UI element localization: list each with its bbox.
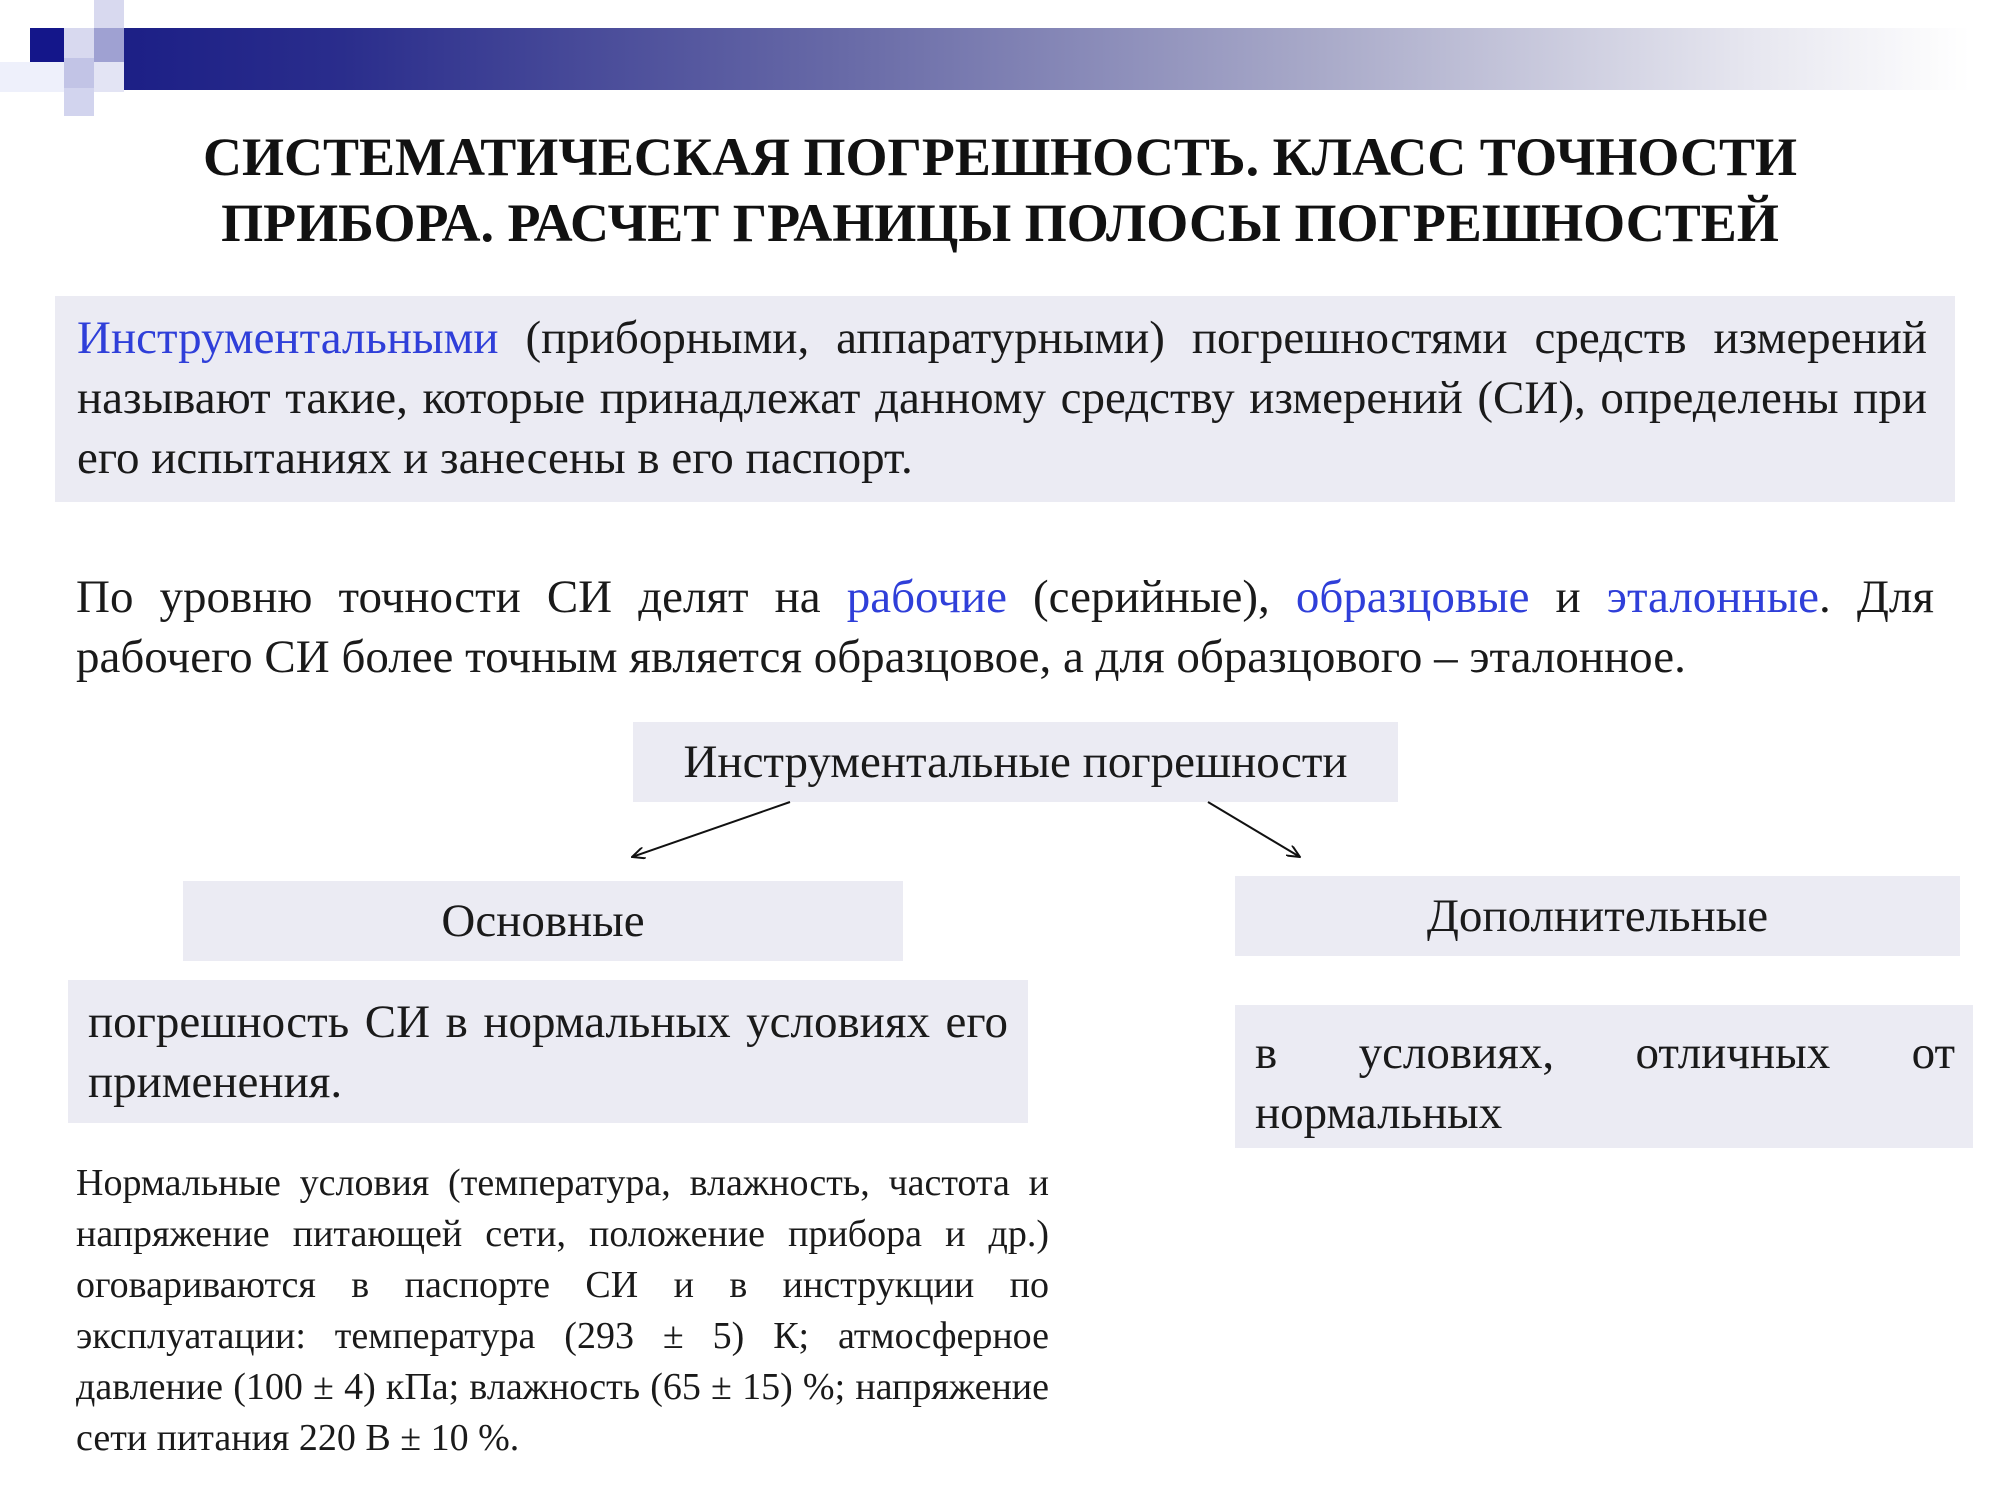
level-standard: эталонные: [1606, 571, 1820, 623]
accuracy-suffix: . Для рабочего СИ более точным является образцовое, а для образцового – эталонное.: [76, 571, 1934, 683]
additional-description-text: [1255, 1023, 1955, 1143]
arrow-to-left-node: [632, 802, 790, 857]
diagram-node-additional: [1235, 876, 1960, 956]
diagram-root-label: Инструментальные погрешности: [683, 736, 1348, 788]
additional-description-line-2: нормальных: [1255, 1087, 1503, 1139]
additional-description-box: [1235, 1005, 1973, 1148]
basic-description-box: [68, 980, 1028, 1123]
title-line-1: СИСТЕМАТИЧЕСКАЯ ПОГРЕШНОСТЬ. КЛАСС ТОЧНОСТИ: [202, 127, 1798, 187]
definition-term: Инструментальными: [77, 312, 499, 364]
accuracy-between-2: и: [1529, 571, 1607, 623]
diagram-node-basic-label: Основные: [441, 895, 645, 947]
accuracy-prefix: По уровню точности СИ делят на: [76, 571, 847, 623]
level-reference: образцовые: [1295, 571, 1530, 623]
arrow-to-right-node: [1208, 802, 1300, 857]
diagram-node-additional-label: Дополнительные: [1426, 890, 1769, 942]
title-line-2: ПРИБОРА. РАСЧЕТ ГРАНИЦЫ ПОЛОСЫ ПОГРЕШНОСТЕЙ: [221, 193, 1779, 253]
definition-body: (приборными, аппаратурными) погрешностями средств измерений называют такие, которые принадлежат данному средству измерений (СИ), определены при его испытаниях и занесены в его паспорт.: [77, 312, 1927, 484]
diagram-node-basic: [183, 881, 903, 961]
normal-conditions-note: Нормальные условия (температура, влажность, частота и напряжение питающей сети, положение прибора и др.) оговариваются в паспорте СИ и в инструкции по эксплуатации: температура (293 ± 5) К; атмосферное давление (100 ± 4) кПа; влажность (65 ± 15) %; напряжение сети питания 220 В ± 10 %.: [76, 1162, 1049, 1459]
level-working: рабочие: [846, 571, 1007, 623]
accuracy-between-1: (серийные),: [1006, 571, 1296, 623]
basic-description-text: погрешность СИ в нормальных условиях его применения.: [88, 996, 1008, 1108]
additional-description-line-1: в условиях, отличных от: [1255, 1027, 1955, 1079]
